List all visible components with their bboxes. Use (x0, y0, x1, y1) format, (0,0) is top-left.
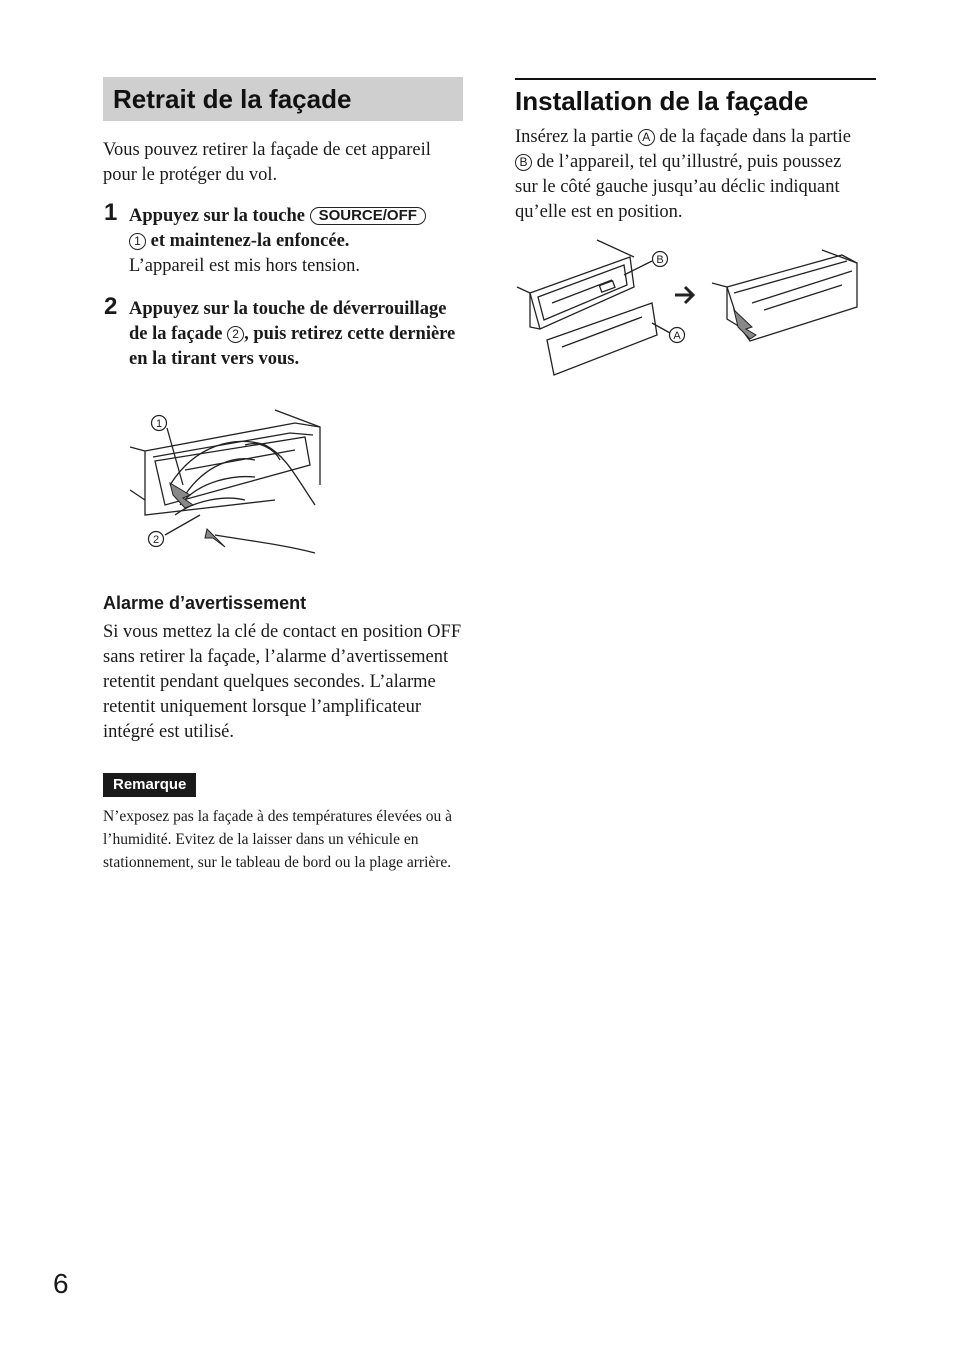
section-title-box (103, 77, 463, 121)
step-1 (129, 204, 465, 279)
ref-b: B (515, 154, 532, 171)
step-2-text-b: , puis retirez cette dernière en la tirant vers vous. (129, 324, 456, 369)
source-off-key: SOURCE/OFF (310, 207, 426, 225)
intro-text: Vous pouvez retirer la façade de cet appareil pour le protéger du vol. (103, 140, 431, 185)
install-section (515, 78, 876, 118)
step-2 (129, 297, 465, 372)
alarm-heading: Alarme d’avertissement (103, 593, 307, 613)
intro-paragraph (103, 138, 465, 188)
alarm-paragraph (103, 620, 463, 745)
ref-a: A (638, 129, 655, 146)
step-1-text-b: et maintenez-la enfoncée. (150, 231, 350, 251)
note-text: N’exposez pas la façade à des températures élevées ou à l’humidité. Evitez de la laisser dans un véhicule en stationnement, sur le tableau de bord ou la plage arrière. (103, 808, 452, 871)
install-text-c: de l’appareil, tel qu’illustré, puis poussez sur le côté gauche jusqu’au déclic indiquant qu’elle est en position. (515, 152, 842, 222)
section-title: Retrait de la façade (113, 84, 352, 114)
step-1-text-a: Appuyez sur la touche (129, 206, 305, 226)
install-text-a: Insérez la partie (515, 127, 634, 147)
page-number: 6 (53, 1268, 69, 1299)
step-2-number: 2 (104, 293, 118, 320)
removal-illustration (125, 405, 335, 560)
callout-a-label: A (673, 330, 681, 342)
install-text (515, 125, 865, 225)
callout-1-label: 1 (155, 418, 163, 430)
step-2-instruction (129, 297, 465, 372)
install-paragraph (515, 125, 865, 225)
installation-illustration (512, 235, 867, 380)
step-1-instruction (129, 204, 465, 254)
circle-ref-1: 1 (129, 233, 146, 250)
callout-2-label: 2 (152, 534, 160, 546)
step-1-result: L’appareil est mis hors tension. (129, 256, 361, 276)
step-1-number: 1 (104, 199, 118, 226)
note-label: Remarque (103, 773, 196, 797)
callout-b-label: B (656, 254, 664, 266)
step-2-text-a: Appuyez sur la touche de déverrouillage de la façade (129, 299, 447, 344)
install-text-b: de la façade dans la partie (659, 127, 851, 147)
circle-ref-2: 2 (227, 326, 244, 343)
alarm-text: Si vous mettez la clé de contact en position OFF sans retirer la façade, l’alarme d’avertissement retentit pendant quelques secondes. L’alarme retentit uniquement lorsque l’amplificateur intégré est utilisé. (103, 622, 462, 742)
install-title: Installation de la façade (515, 86, 809, 116)
